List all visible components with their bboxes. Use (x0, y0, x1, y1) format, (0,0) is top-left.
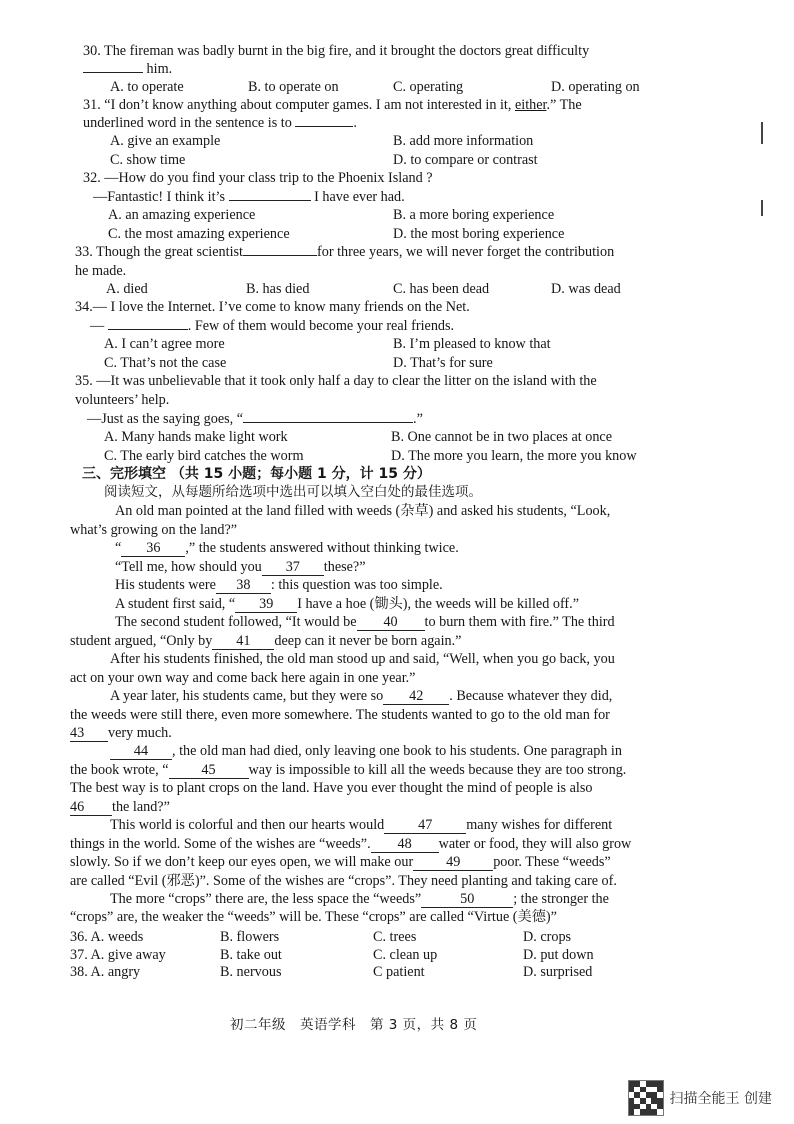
q33-stem (75, 243, 614, 261)
q33-option-c: C. has been dead (393, 281, 490, 297)
q32-response-end: I have ever had. (314, 189, 405, 205)
passage-line (70, 853, 611, 871)
passage-text: deep can it never be born again.” (274, 633, 462, 649)
q33-stem-start: 33. Though the great scientist (75, 244, 243, 260)
q33-option-b: B. has died (246, 281, 310, 297)
q38-option-b: B. nervous (220, 964, 282, 980)
passage-text: A student first said, “ (115, 596, 236, 612)
q32-stem: 32. —How do you find your class trip to the Phoenix Island ? (83, 170, 433, 186)
blank-44: 44 (110, 744, 172, 760)
blank-40: 40 (357, 615, 425, 631)
q37-option-a: 37. A. give away (70, 947, 166, 963)
q30-blank (83, 72, 143, 73)
passage-text: these?” (323, 559, 366, 575)
blank-43: 43 (70, 726, 108, 742)
q32-option-d: D. the most boring experience (393, 226, 565, 242)
passage-text: , the old man had died, only leaving one book to his students. One paragraph in (172, 743, 622, 759)
scan-mark (761, 200, 763, 216)
q35-option-c: C. The early bird catches the worm (104, 448, 304, 464)
q34-option-d: D. That’s for sure (393, 355, 493, 371)
passage-text: “Tell me, how should you (115, 559, 262, 575)
passage-line: The best way is to plant crops on the land. Have you ever thought the mind of people is also (70, 780, 593, 796)
q31-option-c: C. show time (110, 152, 186, 168)
q31-stem-end: .” The (546, 97, 582, 113)
blank-50: 50 (421, 892, 513, 908)
q31-underlined-word: either (514, 97, 547, 113)
q30-tail: him. (146, 61, 173, 77)
q35-response-end: .” (413, 411, 423, 427)
passage-text: ,” the students answered without thinking twice. (185, 540, 459, 556)
q32-blank (229, 200, 311, 201)
passage-line: the weeds were still there, even more somewhere. The students wanted to go to the old man for (70, 707, 610, 723)
q31-option-b: B. add more information (393, 133, 534, 149)
q34-option-c: C. That’s not the case (104, 355, 227, 371)
q34-response (90, 317, 454, 335)
q30-option-d: D. operating on (551, 79, 640, 95)
q33-line2: he made. (75, 263, 127, 279)
passage-text: This world is colorful and then our hearts would (110, 817, 385, 833)
passage-text: The second student followed, “It would be (115, 614, 357, 630)
passage-line (115, 613, 615, 631)
q37-option-d: D. put down (523, 947, 594, 963)
q31-option-a: A. give an example (110, 133, 221, 149)
passage-line: After his students finished, the old man stood up and said, “Well, when you go back, you (110, 651, 615, 667)
blank-48: 48 (371, 837, 439, 853)
q33-stem-end: for three years, we will never forget the contribution (317, 244, 615, 260)
blank-41: 41 (212, 634, 274, 650)
passage-text: I have a hoe (锄头), the weeds will be killed off.” (297, 596, 580, 612)
q31-line2-text: underlined word in the sentence is to (83, 115, 292, 131)
blank-38: 38 (216, 578, 271, 594)
q31-stem (83, 96, 582, 114)
passage-line (110, 742, 622, 760)
passage-text: the book wrote, “ (70, 762, 169, 778)
q38-option-c: C patient (373, 964, 425, 980)
q32-response (93, 188, 405, 206)
q30-option-c: C. operating (393, 79, 464, 95)
blank-42: 42 (383, 689, 449, 705)
passage-line (70, 798, 170, 816)
passage-line (115, 576, 443, 594)
q35-response (87, 410, 423, 428)
passage-text: water or food, they will also grow (438, 836, 632, 852)
passage-line (110, 687, 612, 705)
passage-line: what’s growing on the land?” (70, 522, 238, 538)
page-footer: 初二年级 英语学科 第 3 页，共 8 页 (230, 1017, 478, 1033)
scanner-watermark (628, 1080, 772, 1116)
q38-option-d: D. surprised (523, 964, 593, 980)
q31-blank (295, 126, 353, 127)
q31-stem-text: 31. “I don’t know anything about computer games. I am not interested in it, (83, 97, 515, 113)
q30-line2 (83, 60, 172, 78)
passage-line (70, 632, 461, 650)
passage-text: very much. (108, 725, 172, 741)
passage-text: poor. These “weeds” (493, 854, 611, 870)
q34-stem: 34.— I love the Internet. I’ve come to know many friends on the Net. (75, 299, 470, 315)
q35-response-start: —Just as the saying goes, “ (87, 411, 244, 427)
passage-line (115, 558, 366, 576)
q34-blank (108, 329, 188, 330)
q34-response-end: . Few of them would become your real friends. (187, 318, 455, 334)
q31-option-d: D. to compare or contrast (393, 152, 538, 168)
q36-option-a: 36. A. weeds (70, 929, 144, 945)
q35-option-d: D. The more you learn, the more you know (391, 448, 637, 464)
q34-option-b: B. I’m pleased to know that (393, 336, 551, 352)
blank-47: 47 (384, 818, 466, 834)
watermark-text: 扫描全能王 创建 (669, 1091, 772, 1107)
q32-response-start: —Fantastic! I think it’s (93, 189, 226, 205)
passage-text: His students were (115, 577, 216, 593)
q34-option-a: A. I can’t agree more (104, 336, 225, 352)
q35-option-a: A. Many hands make light work (104, 429, 288, 445)
qr-code-icon (628, 1080, 664, 1116)
blank-49: 49 (413, 855, 493, 871)
passage-text: way is impossible to kill all the weeds because they are too strong. (248, 762, 627, 778)
q36-option-c: C. trees (373, 929, 417, 945)
blank-46: 46 (70, 800, 112, 816)
section-heading: 三、完形填空 （共 15 小题；每小题 1 分，计 15 分） (82, 466, 431, 482)
q35-stem: 35. —It was unbelievable that it took only half a day to clear the litter on the island with the (75, 373, 597, 389)
passage-line (110, 890, 609, 908)
passage-text: many wishes for different (466, 817, 613, 833)
q35-option-b: B. One cannot be in two places at once (391, 429, 613, 445)
passage-text: : this question was too simple. (270, 577, 443, 593)
q31-line2: underlined word in the sentence is to . (83, 115, 357, 131)
q33-blank (243, 255, 317, 256)
passage-line (70, 761, 626, 779)
passage-line: are called “Evil (邪恶)”. Some of the wishes are “crops”. They need planting and taking care of. (70, 873, 617, 889)
q35-line2: volunteers’ help. (75, 392, 170, 408)
q32-option-c: C. the most amazing experience (108, 226, 290, 242)
quote-mark: “ (115, 540, 122, 556)
q32-option-b: B. a more boring experience (393, 207, 555, 223)
q33-option-a: A. died (106, 281, 148, 297)
passage-line (70, 835, 631, 853)
q38-option-a: 38. A. angry (70, 964, 141, 980)
passage-line (115, 539, 459, 557)
q34-dash: — (90, 318, 105, 334)
passage-text: . Because whatever they did, (449, 688, 613, 704)
blank-37: 37 (262, 560, 324, 576)
q30-stem: 30. The fireman was badly burnt in the big fire, and it brought the doctors great difficulty (83, 43, 590, 59)
passage-line: An old man pointed at the land filled with weeds (杂草) and asked his students, “Look, (115, 503, 611, 519)
passage-text: the land?” (112, 799, 170, 815)
q30-option-b: B. to operate on (248, 79, 339, 95)
q36-option-d: D. crops (523, 929, 572, 945)
passage-line: “crops” are, the weaker the “weeds” will be. These “crops” are called “Virtue (美德)” (70, 909, 557, 925)
passage-text: The more “crops” there are, the less space the “weeds” (110, 891, 422, 907)
section-instruction: 阅读短文，从每题所给选项中选出可以填入空白处的最佳选项。 (104, 484, 482, 500)
passage-text: student argued, “Only by (70, 633, 213, 649)
q30-option-a: A. to operate (110, 79, 184, 95)
scan-mark (761, 122, 763, 144)
passage-text: to burn them with fire.” The third (424, 614, 615, 630)
passage-text: A year later, his students came, but they were so (110, 688, 384, 704)
passage-line (115, 595, 579, 613)
blank-45: 45 (169, 763, 249, 779)
passage-text: ; the stronger the (513, 891, 609, 907)
passage-line (110, 816, 612, 834)
q35-blank (243, 422, 413, 423)
passage-text: slowly. So if we don’t keep our eyes open, we will make our (70, 854, 414, 870)
q32-option-a: A. an amazing experience (108, 207, 256, 223)
blank-39: 39 (235, 597, 297, 613)
q37-option-c: C. clean up (373, 947, 438, 963)
passage-text: things in the world. Some of the wishes are “weeds”. (70, 836, 371, 852)
q36-option-b: B. flowers (220, 929, 280, 945)
q37-option-b: B. take out (220, 947, 282, 963)
passage-line (70, 724, 172, 742)
q33-option-d: D. was dead (551, 281, 621, 297)
blank-36: 36 (121, 541, 185, 557)
passage-line: act on your own way and come back here again in one year.” (70, 670, 416, 686)
